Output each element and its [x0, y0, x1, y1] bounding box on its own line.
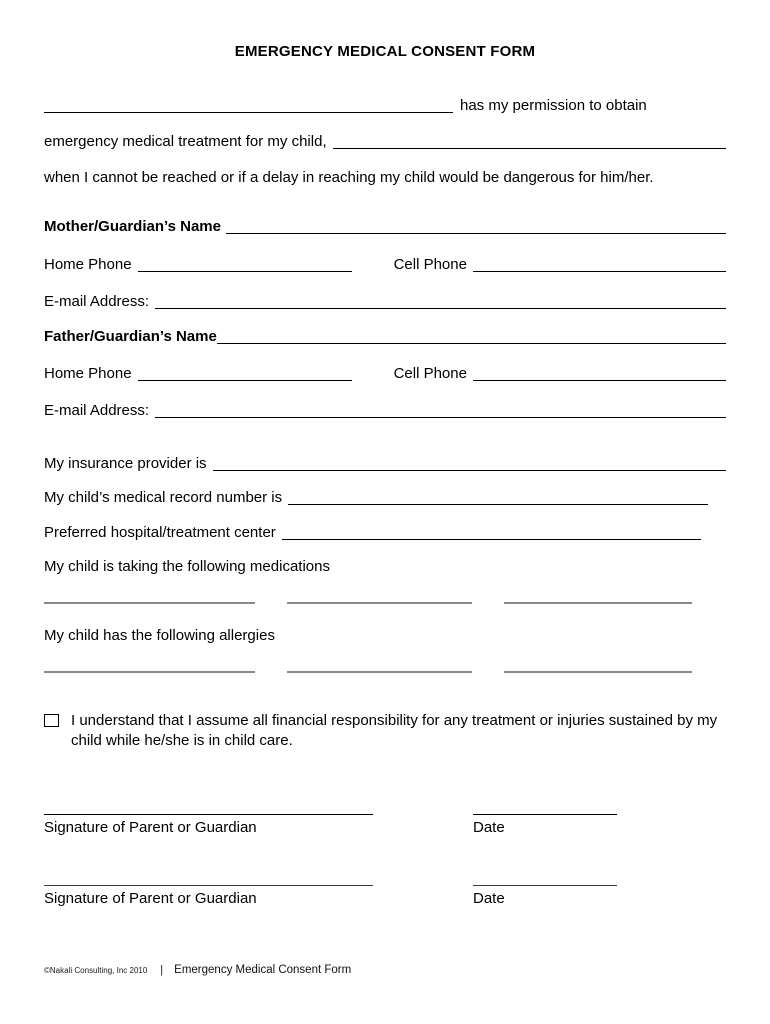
father-home-phone-field[interactable] — [138, 366, 352, 381]
signature-field-1[interactable] — [44, 814, 373, 815]
medication-field-3[interactable] — [504, 589, 692, 604]
medications-label: My child is taking the following medications — [44, 558, 330, 575]
insurance-row — [44, 456, 726, 471]
medications-blanks — [44, 589, 692, 604]
footer-separator: | — [160, 964, 164, 976]
financial-responsibility-checkbox[interactable] — [44, 714, 59, 727]
mother-home-phone-field[interactable] — [138, 257, 352, 272]
mother-email-field[interactable] — [155, 294, 726, 309]
allergy-field-3[interactable] — [504, 658, 692, 673]
father-email-label: E-mail Address: — [44, 402, 150, 419]
signature-block-1 — [44, 814, 726, 836]
mother-name-field[interactable] — [226, 219, 726, 234]
signature-label-2: Signature of Parent or Guardian — [44, 890, 257, 907]
medical-record-row — [44, 490, 726, 505]
mother-name-row — [44, 219, 726, 234]
father-name-label: Father/Guardian’s Name — [44, 328, 217, 345]
insurance-label: My insurance provider is — [44, 455, 207, 472]
allergies-label: My child has the following allergies — [44, 627, 275, 644]
signature-col-2 — [44, 885, 373, 907]
mother-email-row — [44, 294, 726, 309]
father-phone-row — [44, 366, 726, 381]
signature-block-2 — [44, 885, 726, 907]
allergies-row — [44, 628, 726, 643]
mother-cell-phone-field[interactable] — [473, 257, 726, 272]
insurance-provider-field[interactable] — [213, 456, 726, 471]
medical-record-label: My child’s medical record number is — [44, 489, 283, 506]
permission-text: has my permission to obtain — [460, 97, 647, 114]
date-label-1: Date — [473, 819, 505, 836]
condition-text: when I cannot be reached or if a delay in reaching my child would be dangerous for him/her. — [44, 169, 654, 186]
father-email-row — [44, 403, 726, 418]
mother-email-label: E-mail Address: — [44, 293, 150, 310]
permission-row — [44, 98, 726, 113]
consent-text: I understand that I assume all financial responsibility for any treatment or injuries sustained by my child while he/she is in child care. — [71, 712, 718, 749]
footer-doc-name: Emergency Medical Consent Form — [174, 964, 352, 976]
father-email-field[interactable] — [155, 403, 726, 418]
date-col-1 — [473, 814, 617, 836]
page-footer — [44, 963, 726, 978]
signature-label-1: Signature of Parent or Guardian — [44, 819, 257, 836]
hospital-row — [44, 525, 726, 540]
medications-row — [44, 559, 726, 574]
condition-row — [44, 170, 726, 185]
medication-field-1[interactable] — [44, 589, 255, 604]
mother-cell-phone-label: Cell Phone — [393, 256, 467, 273]
father-name-row — [44, 329, 726, 344]
copyright-text: ©Nakali Consulting, Inc 2010 — [44, 966, 148, 975]
mother-home-phone-label: Home Phone — [44, 256, 132, 273]
form-title: EMERGENCY MEDICAL CONSENT FORM — [234, 43, 536, 60]
date-col-2 — [473, 885, 617, 907]
child-name-field[interactable] — [333, 134, 726, 149]
date-field-2[interactable] — [473, 885, 617, 886]
preferred-hospital-field[interactable] — [282, 525, 701, 540]
date-field-1[interactable] — [473, 814, 617, 815]
signature-field-2[interactable] — [44, 885, 373, 886]
treatment-text: emergency medical treatment for my child, — [44, 133, 327, 150]
date-label-2: Date — [473, 890, 505, 907]
medical-record-number-field[interactable] — [288, 490, 708, 505]
care-provider-field[interactable] — [44, 98, 453, 113]
treatment-row — [44, 134, 726, 149]
consent-row — [44, 711, 726, 751]
allergy-field-2[interactable] — [287, 658, 472, 673]
father-cell-phone-field[interactable] — [473, 366, 726, 381]
allergies-blanks — [44, 658, 692, 673]
allergy-field-1[interactable] — [44, 658, 255, 673]
father-name-field[interactable] — [217, 329, 726, 344]
mother-phone-row — [44, 257, 726, 272]
signature-col-1 — [44, 814, 373, 836]
father-home-phone-label: Home Phone — [44, 365, 132, 382]
hospital-label: Preferred hospital/treatment center — [44, 524, 276, 541]
medication-field-2[interactable] — [287, 589, 472, 604]
mother-name-label: Mother/Guardian’s Name — [44, 218, 221, 235]
father-cell-phone-label: Cell Phone — [393, 365, 467, 382]
